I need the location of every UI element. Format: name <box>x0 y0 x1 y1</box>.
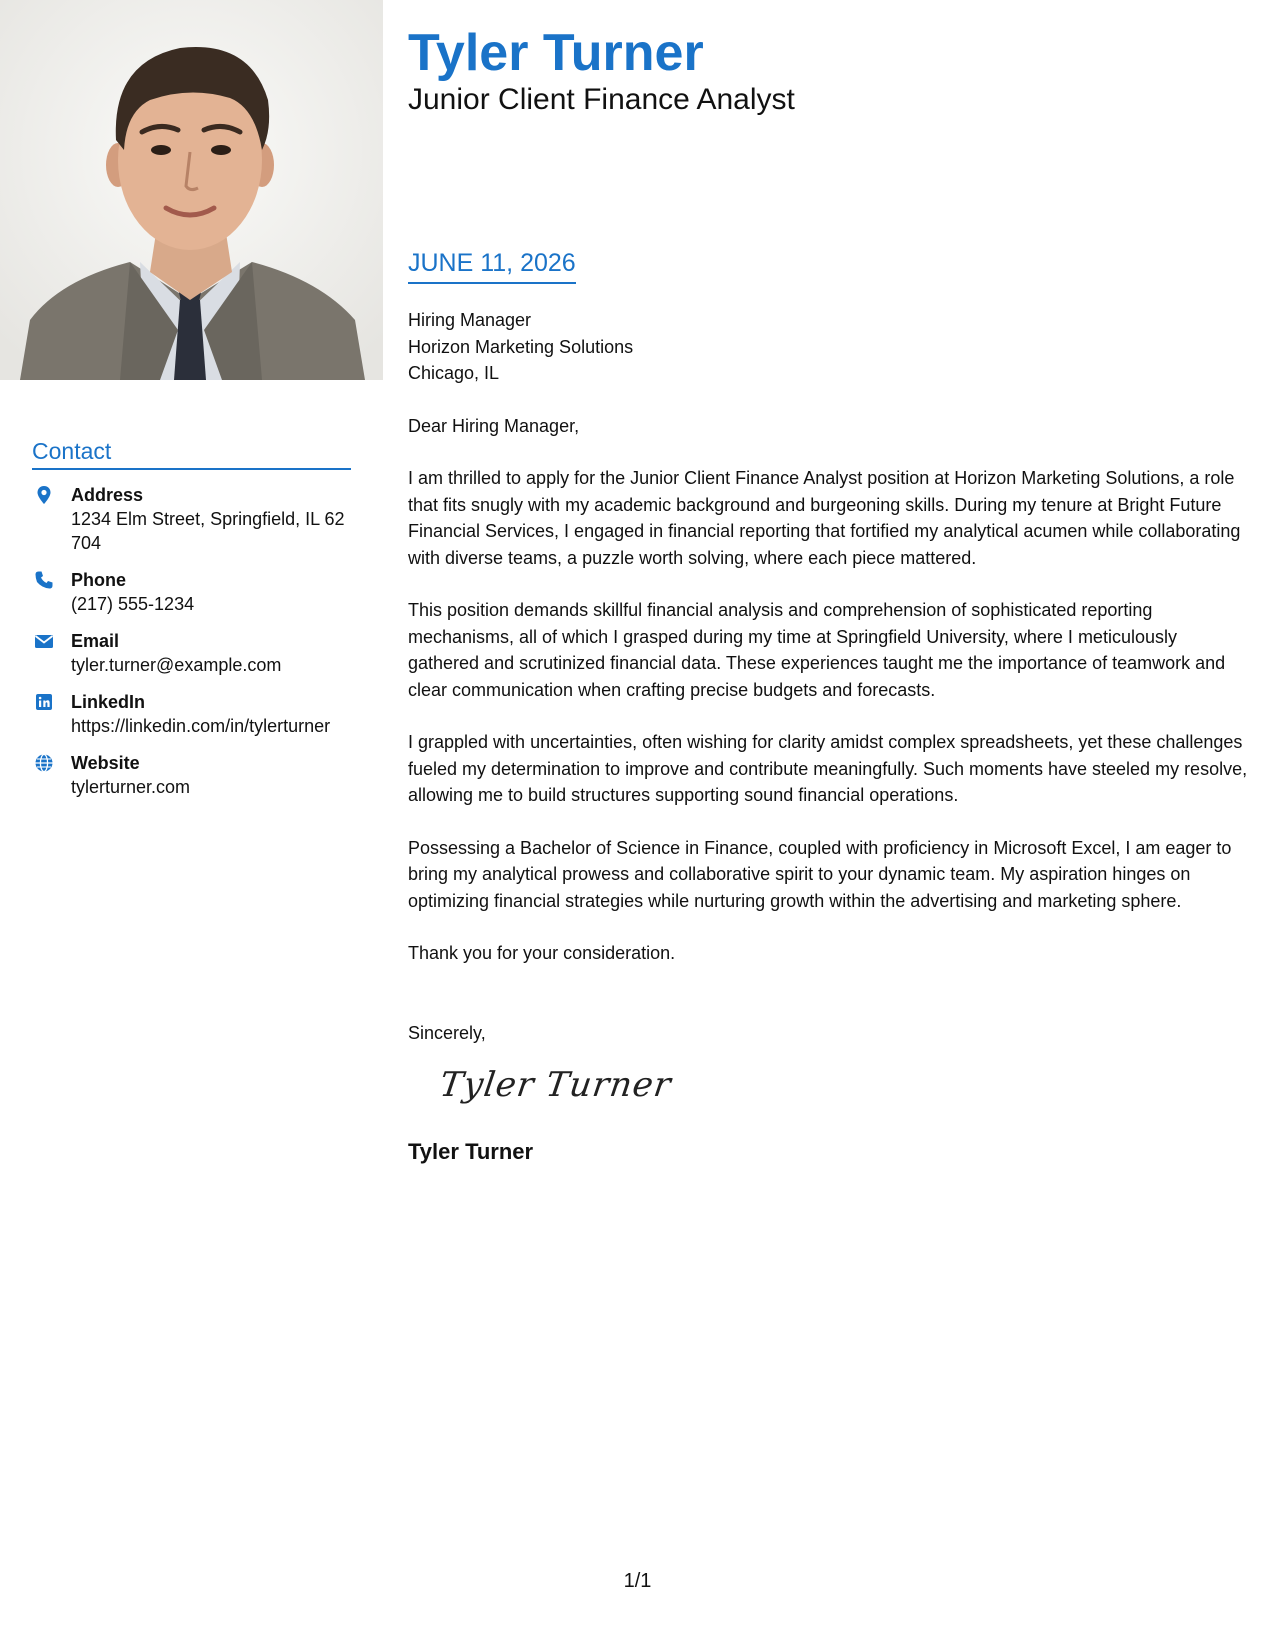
globe-icon <box>34 753 54 773</box>
location-pin-icon <box>34 485 54 505</box>
linkedin-value[interactable]: https://linkedin.com/in/tylerturner <box>71 716 331 736</box>
phone-label: Phone <box>71 570 127 590</box>
recipient-line: Hiring Manager <box>408 310 532 330</box>
contact-phone <box>32 568 351 616</box>
paragraph: Possessing a Bachelor of Science in Finance, coupled with proficiency in Microsoft Excel, I am eager to bring my analytical prowess and collaborative spirit to your dynamic team. My aspiration hinges on optimizing financial strategies while nurturing growth within the advertising and marketing sphere. <box>408 837 1232 911</box>
recipient-block <box>408 307 1248 387</box>
contact-linkedin <box>32 690 351 738</box>
website-label: Website <box>71 753 140 773</box>
address-label: Address <box>71 485 144 505</box>
address-value: 1234 Elm Street, Springfield, IL 62704 <box>71 509 345 553</box>
website-value[interactable]: tylerturner.com <box>71 777 191 797</box>
closing: Sincerely, <box>408 1022 486 1043</box>
contact-address <box>32 483 351 555</box>
phone-value[interactable]: (217) 555-1234 <box>71 594 195 614</box>
contact-section <box>32 437 351 799</box>
letter-date: JUNE 11, 2026 <box>408 248 576 284</box>
contact-heading: Contact <box>32 437 351 470</box>
email-value[interactable]: tyler.turner@example.com <box>71 655 282 675</box>
portrait-photo-icon <box>0 0 383 380</box>
paragraph: This position demands skillful financial analysis and comprehension of sophisticated reporting mechanisms, all of which I grasped during my time at Springfield University, where I meticulously gathered and scrutinized financial data. These experiences taught me the importance of teamwork and clear communication when crafting precise budgets and forecasts. <box>408 600 1226 700</box>
profile-photo <box>0 0 383 380</box>
email-label: Email <box>71 631 120 651</box>
recipient-line: Chicago, IL <box>408 363 500 383</box>
recipient-line: Horizon Marketing Solutions <box>408 336 634 357</box>
handwritten-signature: Tyler Turner <box>437 1065 674 1105</box>
contact-email <box>32 629 351 677</box>
paragraph: I am thrilled to apply for the Junior Client Finance Analyst position at Horizon Marketing Solutions, a role that fits snugly with my academic background and burgeoning skills. During my tenure at Bright Future Financial Services, I engaged in financial reporting that fortified my analytical acumen while collaborating with diverse teams, a puzzle worth solving, where each piece mattered. <box>408 468 1241 568</box>
salutation: Dear Hiring Manager, <box>408 415 580 436</box>
paragraph: I grappled with uncertainties, often wishing for clarity amidst complex spreadsheets, yet these challenges fueled my determination to improve and contribute meaningfully. Such moments have steeled my resolve, allowing me to build structures supporting sound financial operations. <box>408 732 1248 805</box>
sidebar <box>0 0 383 1650</box>
envelope-icon <box>34 631 54 651</box>
thanks-line: Thank you for your consideration. <box>408 943 676 963</box>
phone-icon <box>34 570 54 590</box>
page-number: 1/1 <box>623 1570 652 1592</box>
signer-name: Tyler Turner <box>408 1139 534 1164</box>
letter-body <box>408 307 1248 1166</box>
linkedin-label: LinkedIn <box>71 692 146 712</box>
contact-website <box>32 751 351 799</box>
job-title: Junior Client Finance Analyst <box>408 83 795 116</box>
linkedin-icon <box>34 692 54 712</box>
applicant-name: Tyler Turner <box>408 24 704 82</box>
